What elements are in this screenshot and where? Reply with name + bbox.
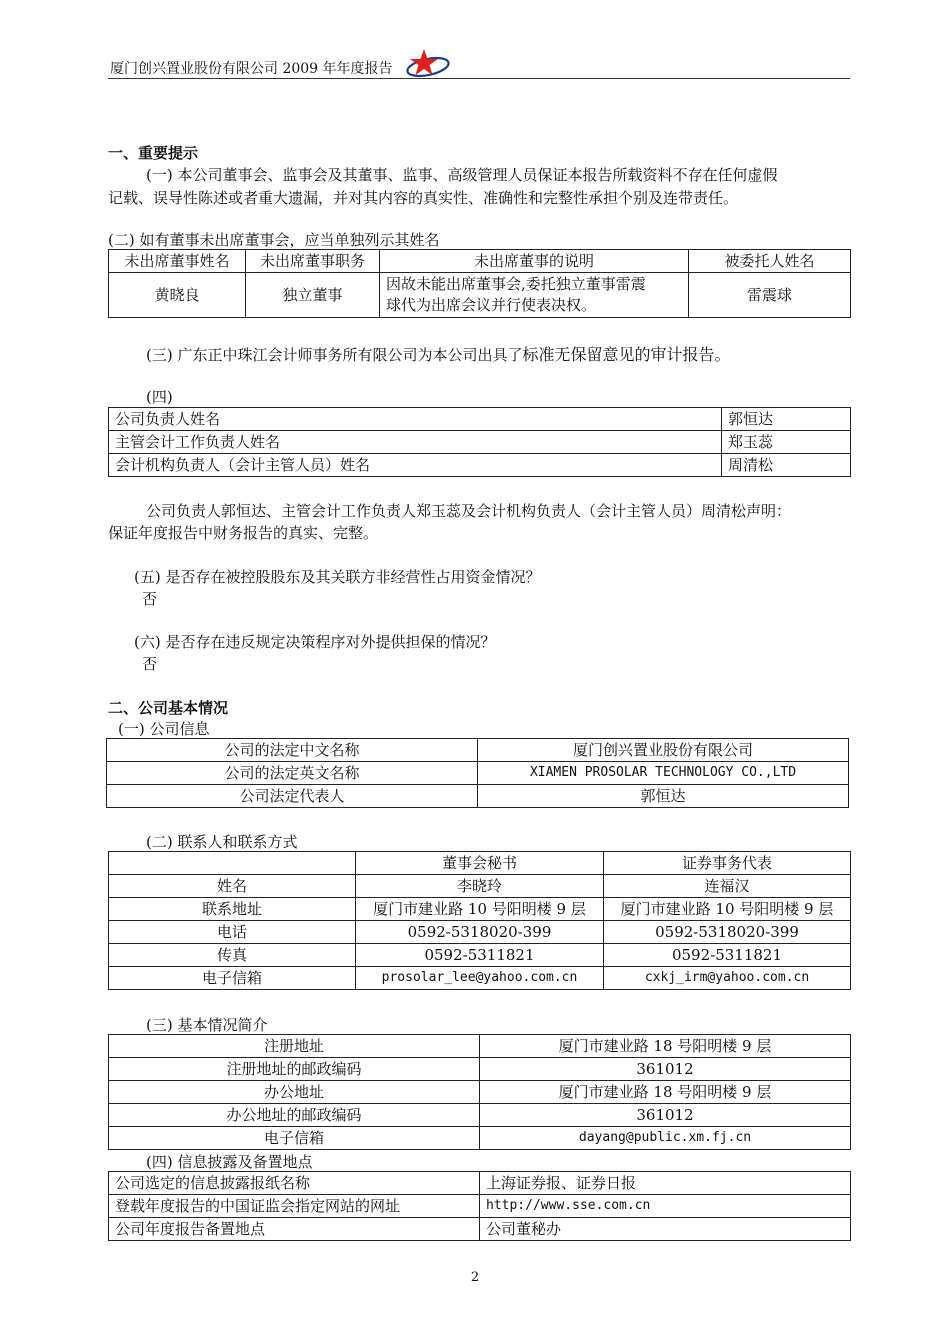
column-header: 被委托人姓名 xyxy=(689,250,851,273)
audit-opinion-prefix: (三) 广东正中珠江会计师事务所有限公司为本公司出具了 xyxy=(146,346,523,364)
table-row xyxy=(107,762,849,785)
absence-reason-line1: 因故未能出席董事会,委托独立董事雷震 xyxy=(386,275,646,293)
row-label: 登载年度报告的中国证监会指定网站的网址 xyxy=(109,1195,480,1218)
responsible-persons-title: (四) xyxy=(146,388,173,406)
row-label: 联系地址 xyxy=(109,898,356,921)
header-divider xyxy=(108,78,850,79)
row-label: 注册地址 xyxy=(109,1035,480,1058)
representative-email: cxkj_irm@yahoo.com.cn xyxy=(604,967,851,990)
table-row xyxy=(107,739,849,762)
empty-header-cell xyxy=(109,852,356,875)
responsible-persons-table xyxy=(108,407,851,477)
company-info-title: (一) 公司信息 xyxy=(118,720,210,738)
section-heading-important-notice: 一、重要提示 xyxy=(108,144,199,162)
responsibility-statement-line1: 公司负责人郭恒达、主管会计工作负责人郑玉蕊及会计机构负责人（会计主管人员）周清松声明： xyxy=(146,502,792,520)
basic-info-title: (三) 基本情况简介 xyxy=(146,1016,268,1034)
row-value: 郑玉蕊 xyxy=(722,431,851,454)
table-row xyxy=(109,1195,851,1218)
column-header: 未出席董事姓名 xyxy=(109,250,246,273)
row-value: 郭恒达 xyxy=(722,408,851,431)
row-value: 周清松 xyxy=(722,454,851,477)
table-header-row xyxy=(109,852,851,875)
absence-reason-line2: 球代为出席会议并行使表决权。 xyxy=(386,296,597,314)
table-row xyxy=(109,875,851,898)
row-label: 公司法定代表人 xyxy=(107,785,478,808)
table-row xyxy=(109,1104,851,1127)
audit-opinion-statement xyxy=(146,342,731,365)
report-header-title: 厦门创兴置业股份有限公司 2009 年年度报告 xyxy=(110,61,393,77)
row-label: 公司年度报告备置地点 xyxy=(109,1218,480,1241)
table-row xyxy=(109,944,851,967)
row-value: dayang@public.xm.fj.cn xyxy=(480,1127,851,1150)
column-header: 未出席董事职务 xyxy=(246,250,380,273)
secretary-email: prosolar_lee@yahoo.com.cn xyxy=(356,967,604,990)
disclosure-table xyxy=(108,1171,851,1241)
answer-guarantee: 否 xyxy=(142,655,158,673)
secretary-value: 0592-5311821 xyxy=(356,944,604,967)
table-row xyxy=(107,785,849,808)
section-heading-company-basics: 二、公司基本情况 xyxy=(108,699,229,717)
question-guarantee: (六) 是否存在违反规定决策程序对外提供担保的情况？ xyxy=(134,633,496,651)
row-value: 郭恒达 xyxy=(478,785,849,808)
secretary-value: 李晓玲 xyxy=(356,875,604,898)
column-header: 董事会秘书 xyxy=(356,852,604,875)
table-row xyxy=(109,1081,851,1104)
row-value: 厦门市建业路 18 号阳明楼 9 层 xyxy=(480,1035,851,1058)
company-info-table xyxy=(106,738,849,808)
row-label: 公司的法定中文名称 xyxy=(107,739,478,762)
column-header: 未出席董事的说明 xyxy=(380,250,689,273)
secretary-value: 0592-5318020-399 xyxy=(356,921,604,944)
row-value: http://www.sse.com.cn xyxy=(480,1195,851,1218)
absent-directors-title: (二) 如有董事未出席董事会，应当单独列示其姓名 xyxy=(108,231,440,249)
row-label: 电子信箱 xyxy=(109,967,356,990)
row-label: 办公地址的邮政编码 xyxy=(109,1104,480,1127)
row-label: 主管会计工作负责人姓名 xyxy=(109,431,722,454)
table-row xyxy=(109,967,851,990)
table-header-row xyxy=(109,250,851,273)
table-row xyxy=(109,898,851,921)
row-label: 会计机构负责人（会计主管人员）姓名 xyxy=(109,454,722,477)
row-label: 注册地址的邮政编码 xyxy=(109,1058,480,1081)
row-value: XIAMEN PROSOLAR TECHNOLOGY CO.,LTD xyxy=(478,762,849,785)
contact-title: (二) 联系人和联系方式 xyxy=(146,833,298,851)
row-value: 厦门市建业路 18 号阳明楼 9 层 xyxy=(480,1081,851,1104)
question-fund-occupation: (五) 是否存在被控股股东及其关联方非经营性占用资金情况？ xyxy=(134,568,541,586)
representative-value: 0592-5311821 xyxy=(604,944,851,967)
secretary-value: 厦门市建业路 10 号阳明楼 9 层 xyxy=(356,898,604,921)
disclosure-title: (四) 信息披露及备置地点 xyxy=(146,1153,313,1171)
director-position: 独立董事 xyxy=(246,273,380,318)
table-row xyxy=(109,454,851,477)
row-label: 办公地址 xyxy=(109,1081,480,1104)
representative-value: 厦门市建业路 10 号阳明楼 9 层 xyxy=(604,898,851,921)
row-label: 公司负责人姓名 xyxy=(109,408,722,431)
row-label: 姓名 xyxy=(109,875,356,898)
row-value: 公司董秘办 xyxy=(480,1218,851,1241)
row-label: 电子信箱 xyxy=(109,1127,480,1150)
row-value: 361012 xyxy=(480,1104,851,1127)
notice-paragraph-line2: 记载、误导性陈述或者重大遗漏，并对其内容的真实性、准确性和完整性承担个别及连带责任。 xyxy=(108,189,739,207)
responsibility-statement-line2: 保证年度报告中财务报告的真实、完整。 xyxy=(108,524,379,542)
director-name: 黄晓良 xyxy=(109,273,246,318)
representative-value: 连福汉 xyxy=(604,875,851,898)
row-label: 传真 xyxy=(109,944,356,967)
row-value: 361012 xyxy=(480,1058,851,1081)
representative-value: 0592-5318020-399 xyxy=(604,921,851,944)
table-row xyxy=(109,273,851,318)
row-value: 上海证券报、证券日报 xyxy=(480,1172,851,1195)
table-row xyxy=(109,1127,851,1150)
proxy-name: 雷震球 xyxy=(689,273,851,318)
notice-paragraph-line1: (一) 本公司董事会、监事会及其董事、监事、高级管理人员保证本报告所载资料不存在任何虚假 xyxy=(146,166,778,184)
row-label: 电话 xyxy=(109,921,356,944)
company-logo-icon xyxy=(404,47,452,85)
contact-table xyxy=(108,851,851,990)
row-label: 公司的法定英文名称 xyxy=(107,762,478,785)
table-row xyxy=(109,921,851,944)
column-header: 证券事务代表 xyxy=(604,852,851,875)
audit-opinion-type: 标准无保留意见的审计报告。 xyxy=(522,345,731,364)
page-number: 2 xyxy=(470,1270,480,1285)
table-row xyxy=(109,1035,851,1058)
table-row xyxy=(109,1218,851,1241)
table-row xyxy=(109,1172,851,1195)
table-row xyxy=(109,408,851,431)
table-row xyxy=(109,431,851,454)
table-row xyxy=(109,1058,851,1081)
absent-directors-table xyxy=(108,249,851,318)
basic-info-table xyxy=(108,1034,851,1150)
absence-reason xyxy=(380,273,689,318)
row-label: 公司选定的信息披露报纸名称 xyxy=(109,1172,480,1195)
row-value: 厦门创兴置业股份有限公司 xyxy=(478,739,849,762)
answer-fund-occupation: 否 xyxy=(142,590,158,608)
